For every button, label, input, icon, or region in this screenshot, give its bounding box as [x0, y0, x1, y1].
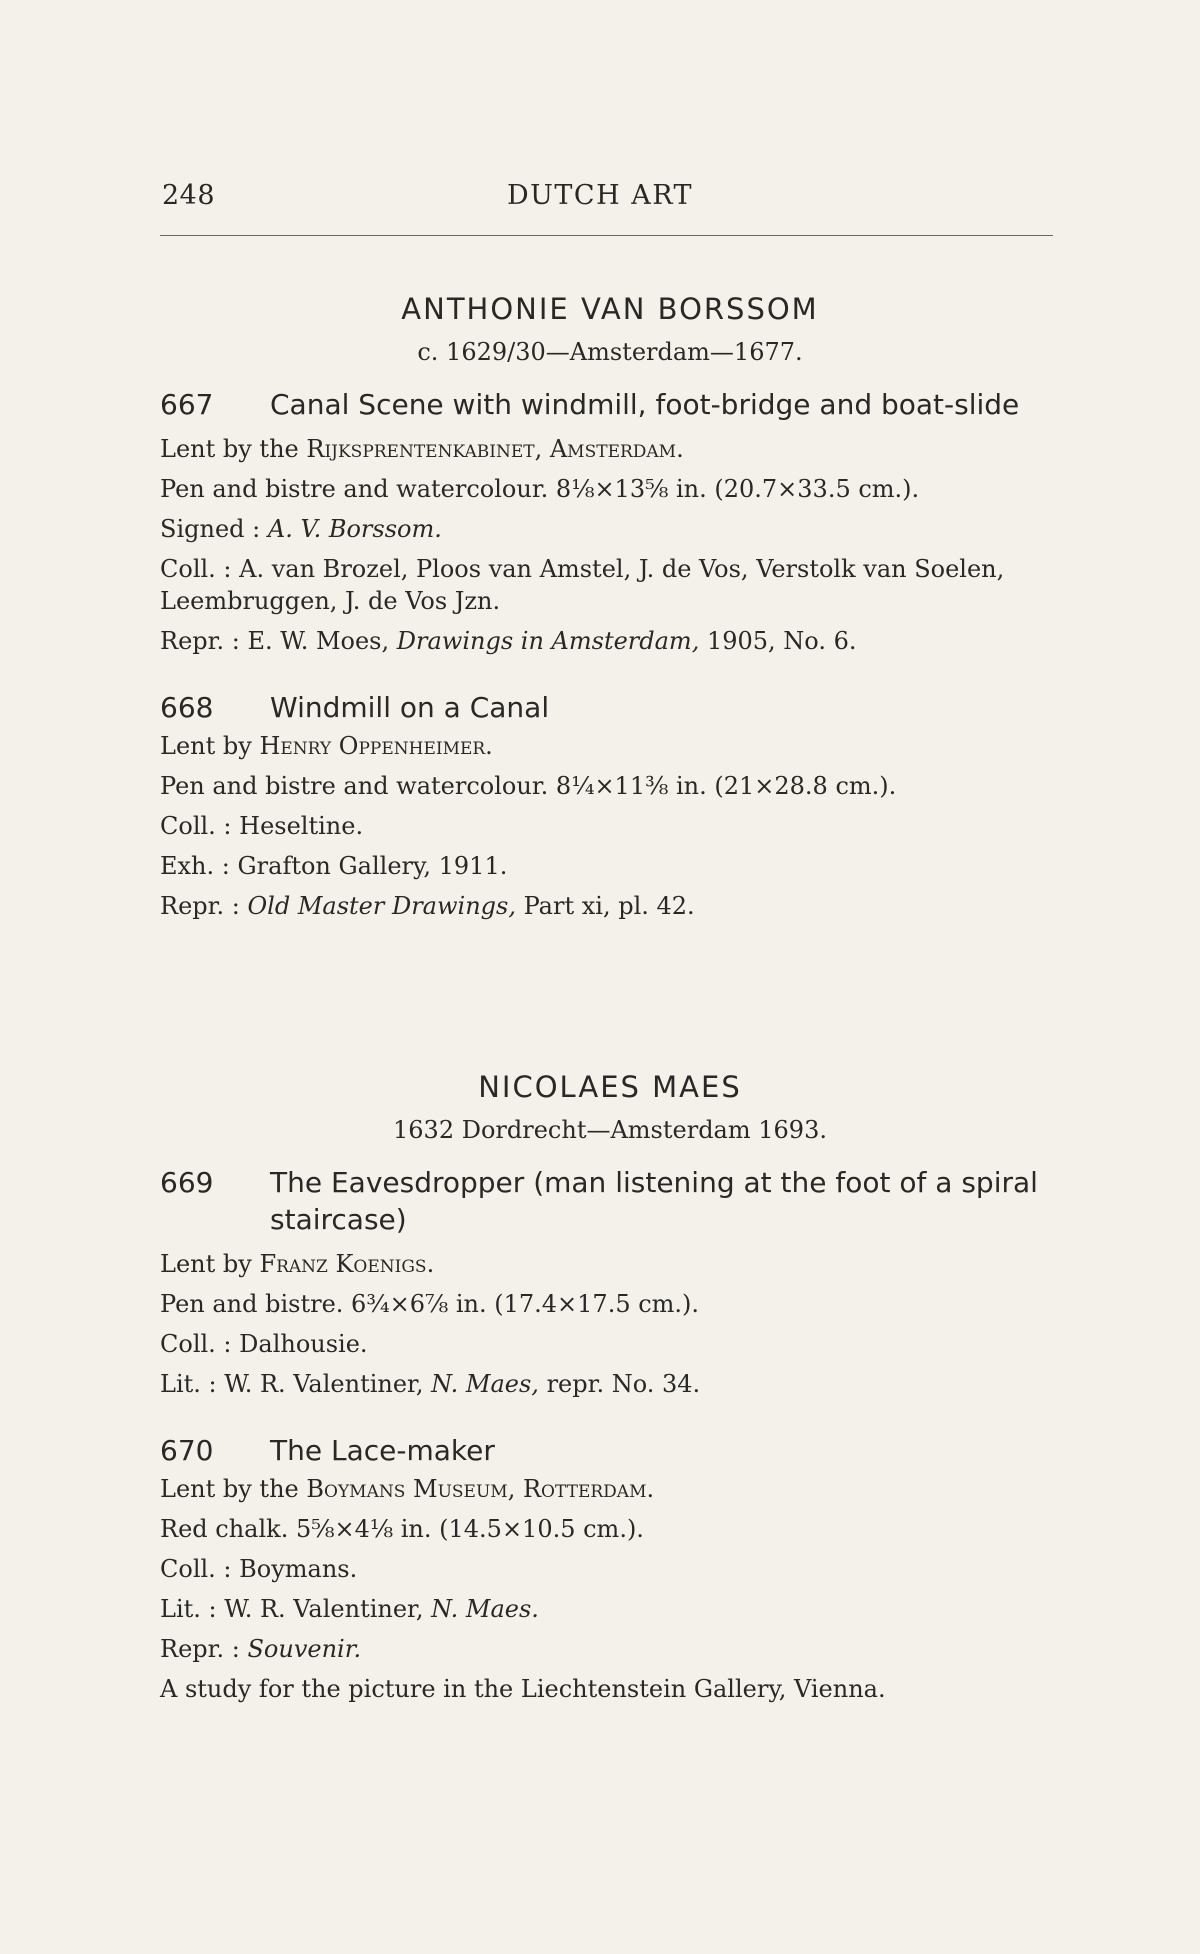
lender-line: Lent by Franz Koenigs.	[160, 1250, 435, 1278]
lender-name: Franz Koenigs.	[259, 1250, 435, 1278]
entry-heading	[160, 689, 1060, 726]
collection-line: Coll. : A. van Brozel, Ploos van Amstel, J. de Vos, Verstolk van Soelen, Leembruggen, J. de Vos Jzn.	[160, 555, 1005, 615]
entry-title: The Eavesdropper (man listening at the foot of a spiral staircase)	[270, 1166, 1038, 1236]
entry-heading	[160, 1164, 1060, 1238]
medium-line: Pen and bistre and watercolour. 8¼×11⅜ in. (21×28.8 cm.).	[160, 772, 897, 800]
entry-title: Canal Scene with windmill, foot-bridge and boat-slide	[270, 388, 1020, 421]
lender-name: Boymans Museum, Rotterdam.	[306, 1475, 655, 1503]
entry-number: 669	[160, 1166, 214, 1199]
lender-line: Lent by the Rijksprentenkabinet, Amsterdam.	[160, 435, 684, 463]
lender-name: Henry Oppenheimer.	[259, 732, 493, 760]
lender-line: Lent by the Boymans Museum, Rotterdam.	[160, 1475, 655, 1503]
reproduction-line: Repr. : E. W. Moes, Drawings in Amsterdam, 1905, No. 6.	[160, 627, 857, 655]
catalogue-entry-670	[160, 1432, 1060, 1709]
page-number: 248	[162, 180, 216, 211]
catalogue-entry-667	[160, 386, 1060, 661]
medium-line: Pen and bistre. 6¾×6⅞ in. (17.4×17.5 cm.).	[160, 1290, 700, 1318]
artist-section-maes	[160, 1070, 1060, 1709]
running-title: DUTCH ART	[507, 180, 694, 211]
entry-number: 670	[160, 1434, 214, 1467]
lender-name: Rijksprentenkabinet, Amsterdam.	[306, 435, 684, 463]
entry-title: The Lace-maker	[270, 1434, 495, 1467]
artist-dates: 1632 Dordrecht—Amsterdam 1693.	[393, 1116, 827, 1144]
collection-line: Coll. : Boymans.	[160, 1555, 358, 1583]
reproduction-line: Repr. : Old Master Drawings, Part xi, pl. 42.	[160, 892, 695, 920]
entry-title: Windmill on a Canal	[270, 691, 550, 724]
collection-line: Coll. : Dalhousie.	[160, 1330, 368, 1358]
literature-line: Lit. : W. R. Valentiner, N. Maes, repr. No. 34.	[160, 1370, 701, 1398]
entry-number: 668	[160, 691, 214, 724]
header-rule	[160, 235, 1053, 236]
medium-line: Pen and bistre and watercolour. 8⅛×13⅝ in. (20.7×33.5 cm.).	[160, 475, 920, 503]
lender-line: Lent by Henry Oppenheimer.	[160, 732, 493, 760]
reproduction-line: Repr. : Souvenir.	[160, 1635, 362, 1663]
catalogue-entry-669	[160, 1164, 1060, 1404]
exhibition-line: Exh. : Grafton Gallery, 1911.	[160, 852, 508, 880]
catalogue-entry-668	[160, 689, 1060, 926]
note-line: A study for the picture in the Liechtenstein Gallery, Vienna.	[160, 1675, 886, 1703]
entry-number: 667	[160, 388, 214, 421]
artist-name: ANTHONIE VAN BORSSOM	[401, 292, 819, 326]
signed-line: Signed : A. V. Borssom.	[160, 515, 442, 543]
medium-line: Red chalk. 5⅝×4⅛ in. (14.5×10.5 cm.).	[160, 1515, 644, 1543]
literature-line: Lit. : W. R. Valentiner, N. Maes.	[160, 1595, 539, 1623]
entry-heading	[160, 1432, 1060, 1469]
entry-heading	[160, 386, 1060, 423]
artist-name: NICOLAES MAES	[478, 1070, 742, 1104]
artist-dates: c. 1629/30—Amsterdam—1677.	[417, 338, 803, 366]
collection-line: Coll. : Heseltine.	[160, 812, 364, 840]
artist-section-borssom	[160, 292, 1060, 926]
